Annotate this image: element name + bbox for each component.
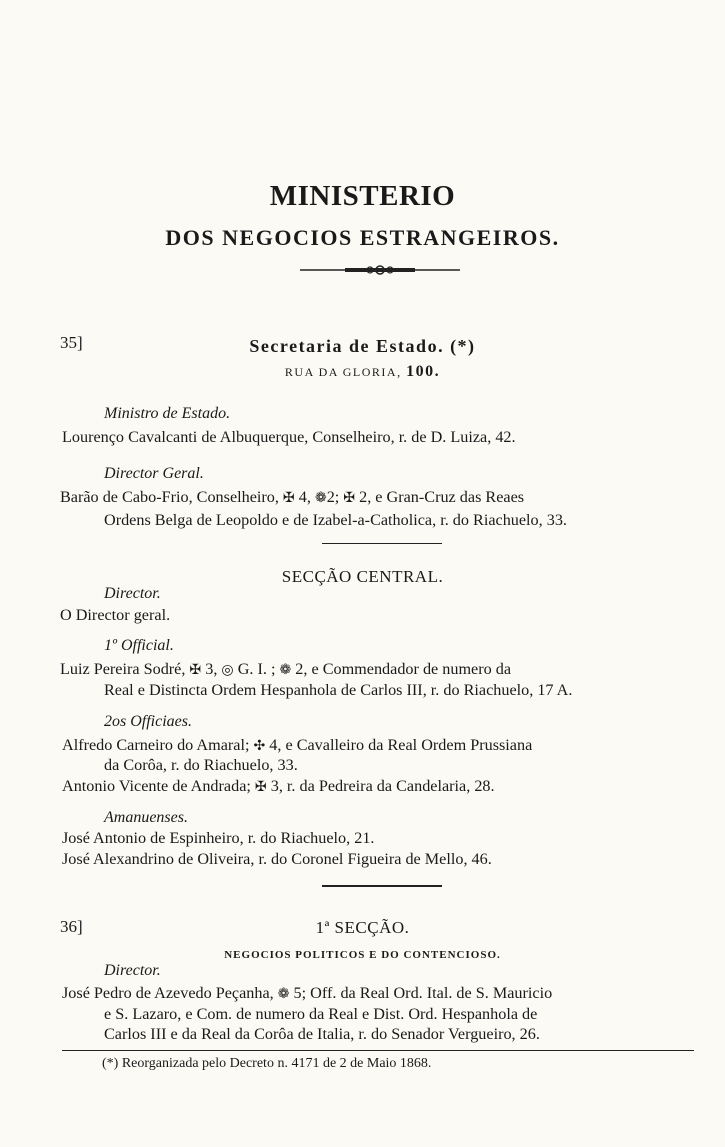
divider (322, 543, 442, 544)
role-label: Director Geral. (104, 465, 204, 482)
rose-order-icon: ❁ (279, 662, 292, 678)
person-line (60, 488, 524, 507)
person-line (62, 984, 552, 1003)
order-grade: 3, (205, 660, 218, 678)
person-name: Antonio Vicente de Andrada; (62, 777, 251, 795)
person-name: Alfredo Carneiro do Amaral; (62, 736, 250, 754)
person-name: Barão de Cabo-Frio, Conselheiro, (60, 488, 279, 506)
person-name: José Pedro de Azevedo Peçanha, (62, 984, 274, 1002)
section-heading: SECÇÃO CENTRAL. (281, 567, 444, 586)
role-label: Director. (104, 962, 161, 979)
rose-order-icon: ❁ (277, 986, 290, 1002)
person-line-continued: da Corôa, r. do Riachuelo, 33. (104, 756, 298, 774)
person-line: José Antonio de Espinheiro, r. do Riachuelo, 21. (62, 829, 375, 847)
order-text: 2, e Commendador de numero da (295, 660, 512, 678)
entry-number: 35] (60, 333, 83, 352)
order-cross-icon: ✠ (282, 490, 295, 506)
order-cross-icon: ✠ (189, 662, 202, 678)
address-street: RUA DA GLORIA, (284, 365, 402, 379)
role-label: Amanuenses. (104, 809, 188, 826)
circle-medal-icon: ◎ (221, 662, 234, 678)
order-grade: 2; (326, 488, 340, 506)
order-text: 5; Off. da Real Ord. Ital. de S. Mauricio (293, 984, 553, 1002)
saltire-star-icon: ✣ (253, 738, 266, 754)
page-subtitle: DOS NEGOCIOS ESTRANGEIROS. (165, 225, 560, 250)
address-number: 100. (406, 363, 441, 380)
person-name: Luiz Pereira Sodré, (60, 660, 186, 678)
order-grade: 4, (298, 488, 311, 506)
page-title: MINISTERIO (269, 180, 456, 212)
section-heading: 1ª SECÇÃO. (315, 918, 410, 937)
person-line-continued: Ordens Belga de Leopoldo e de Izabel-a-Catholica, r. do Riachuelo, 33. (104, 511, 567, 529)
ornament-divider-icon (300, 264, 460, 276)
person-line-continued: Carlos III e da Real da Corôa de Italia, r. do Senador Vergueiro, 26. (104, 1025, 540, 1043)
person-line (62, 777, 495, 796)
maltese-cross-icon: ✠ (343, 490, 356, 506)
person-line-continued: Real e Distincta Ordem Hespanhola de Carlos III, r. do Riachuelo, 17 A. (104, 681, 573, 699)
rose-order-icon: ❁ (314, 490, 327, 506)
order-grade: G. I. ; (237, 660, 276, 678)
order-cross-icon: ✠ (254, 779, 267, 795)
person-line: O Director geral. (60, 606, 171, 624)
role-label: 1º Official. (104, 637, 174, 654)
role-label: Director. (104, 585, 161, 602)
person-line: Lourenço Cavalcanti de Albuquerque, Conselheiro, r. de D. Luiza, 42. (62, 428, 516, 446)
role-label: Ministro de Estado. (104, 405, 231, 422)
section-subheading: NEGOCIOS POLITICOS E DO CONTENCIOSO. (224, 949, 501, 961)
person-line-continued: e S. Lazaro, e Com. de numero da Real e Dist. Ord. Hespanhola de (104, 1005, 538, 1023)
order-text: 3, r. da Pedreira da Candelaria, 28. (270, 777, 495, 795)
entry-number: 36] (60, 917, 83, 936)
footnote-rule (62, 1050, 694, 1051)
order-text: 2, e Gran-Cruz das Reaes (359, 488, 525, 506)
role-label: 2os Officiaes. (104, 713, 192, 730)
divider (322, 885, 442, 887)
person-line (60, 660, 511, 679)
order-text: 4, e Cavalleiro da Real Ordem Prussiana (269, 736, 533, 754)
section-address (0, 363, 725, 381)
person-line: José Alexandrino de Oliveira, r. do Coronel Figueira de Mello, 46. (62, 850, 492, 868)
footnote: (*) Reorganizada pelo Decreto n. 4171 de 2 de Maio 1868. (102, 1056, 432, 1071)
person-line (62, 736, 532, 755)
section-heading: Secretaria de Estado. (*) (249, 336, 476, 356)
